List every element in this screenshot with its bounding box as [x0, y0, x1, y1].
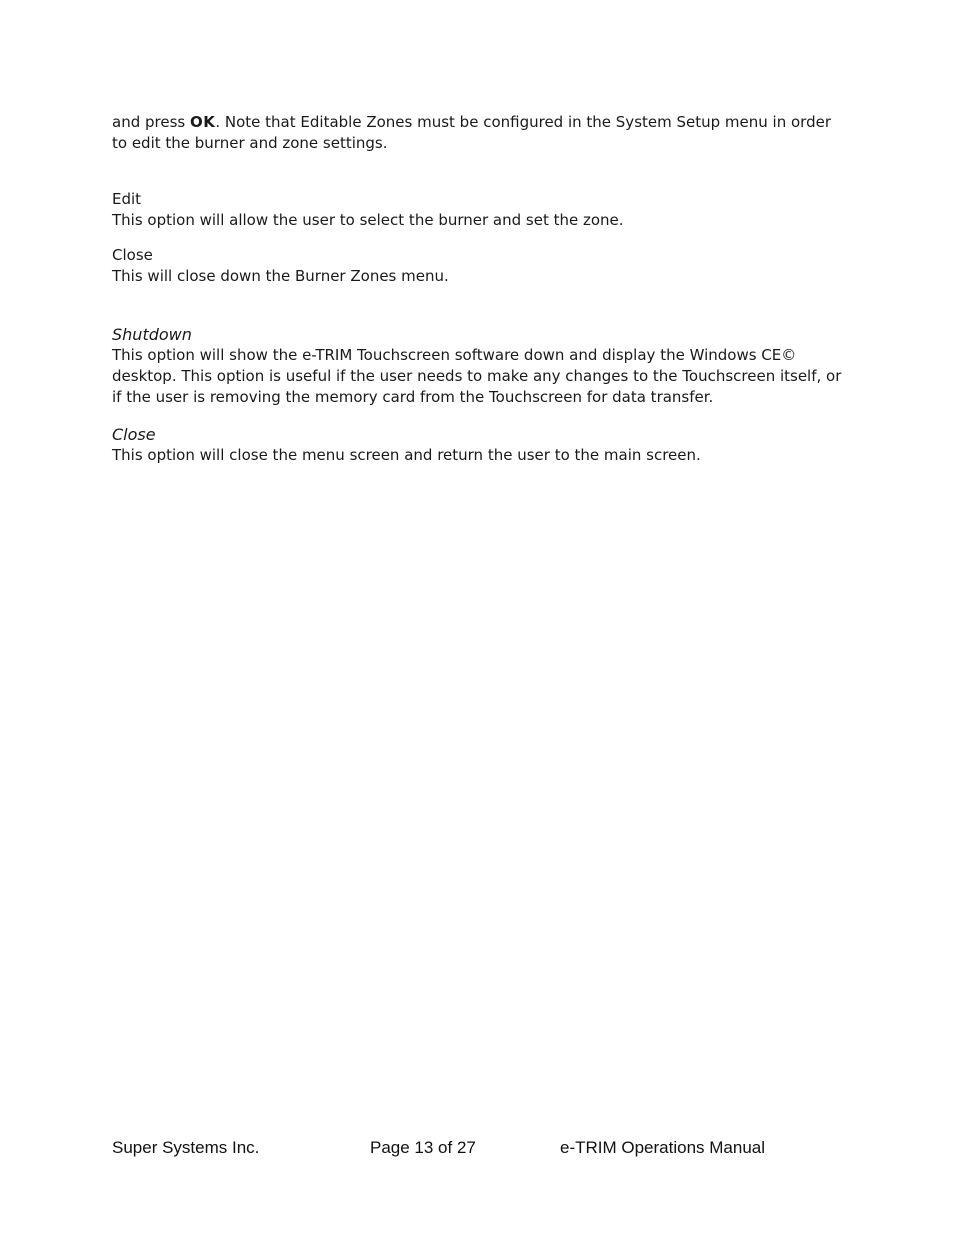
section-heading-edit: Edit	[112, 190, 142, 208]
intro-text-after: . Note that Editable Zones must be configured in the System Setup menu in order to edit the burner and zone settings.	[112, 113, 831, 152]
footer-page-number: Page 13 of 27	[370, 1138, 476, 1157]
footer-company: Super Systems Inc.	[112, 1138, 260, 1157]
section-close-menu	[112, 424, 842, 466]
intro-text-before: and press	[112, 113, 190, 131]
section-body-close-burner: This will close down the Burner Zones menu.	[112, 267, 449, 285]
section-edit	[112, 189, 842, 231]
section-body-shutdown: This option will show the e-TRIM Touchscreen software down and display the Windows CE© desktop. This option is useful if the user needs to make any changes to the Touchscreen itself, or if the user is removing the memory card from the Touchscreen for data transfer.	[112, 346, 842, 406]
section-body-close-menu: This option will close the menu screen and return the user to the main screen.	[112, 446, 701, 464]
section-heading-shutdown: Shutdown	[112, 325, 192, 344]
section-heading-close-burner: Close	[112, 246, 153, 264]
section-heading-close-menu: Close	[112, 425, 156, 444]
section-close-burner	[112, 245, 842, 287]
footer-manual-title: e-TRIM Operations Manual	[560, 1138, 766, 1157]
ok-key-label: OK	[189, 113, 216, 131]
section-body-edit: This option will allow the user to select the burner and set the zone.	[112, 211, 624, 229]
section-shutdown	[112, 324, 842, 408]
intro-paragraph	[112, 112, 842, 154]
